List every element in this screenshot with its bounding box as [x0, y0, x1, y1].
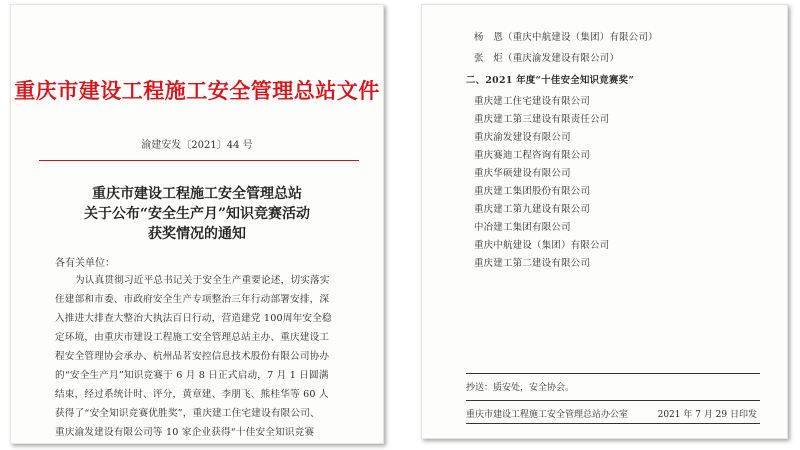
company-item: 重庆建工第三建设有限责任公司: [474, 114, 610, 125]
document-number: 渝建安发〔2021〕44 号: [141, 140, 253, 151]
winner-line: 杨 恩（重庆中航建设（集团）有限公司）: [474, 32, 658, 43]
company-item: 重庆赛迪工程咨询有限公司: [474, 150, 591, 161]
greeting: 各有关单位：: [55, 258, 115, 269]
company-item: 重庆建工住宅建设有限公司: [474, 96, 591, 107]
heading-line-2: 关于公布“安全生产月”知识竞赛活动: [83, 206, 311, 222]
footer-divider-middle: [466, 400, 760, 401]
cc-note: 抄送：质安处，安全协会。: [466, 383, 575, 393]
footer-divider-top: [466, 373, 760, 374]
footer-divider-bottom: [466, 423, 760, 424]
winner-line: 张 炬（重庆渝发建设有限公司）: [474, 53, 620, 64]
company-item: 中冶建工集团有限公司: [474, 222, 571, 233]
red-divider: [39, 160, 359, 161]
paragraph-line: 入推进大排查大整治大执法百日行动，营造建党 100周年安全稳: [55, 313, 332, 324]
paragraph-line: 的“安全生产月”知识竞赛于 6 月 8 日正式启动，7 月 1 日圆满: [55, 370, 329, 381]
company-item: 重庆建工第二建设有限公司: [474, 258, 591, 269]
section-heading: 二、2021 年度“十佳安全知识竞赛奖”: [466, 75, 635, 86]
paragraph-line: 重庆渝发建设有限公司等 10 家企业获得“十佳安全知识竞赛: [55, 427, 315, 438]
heading-line-3: 获奖情况的通知: [148, 226, 246, 242]
company-item: 重庆建工第九建设有限公司: [474, 204, 591, 215]
paragraph-line: 程安全管理协会承办、杭州品茗安控信息技术股份有限公司协办: [55, 351, 330, 362]
paragraph-line: 获得了“安全知识竞赛优胜奖”，重庆建工住宅建设有限公司、: [55, 408, 320, 419]
paragraph-line: 住建部和市委、市政府安全生产专项整治三年行动部署安排，深: [55, 294, 330, 305]
print-date: 2021 年 7 月 29 日印发: [657, 410, 757, 420]
company-item: 重庆建工集团股份有限公司: [474, 186, 591, 197]
paragraph-line: 为认真贯彻习近平总书记关于安全生产重要论述，切实落实: [75, 275, 330, 286]
agency-title: 重庆市建设工程施工安全管理总站文件: [14, 79, 380, 103]
company-item: 重庆渝发建设有限公司: [474, 132, 571, 143]
heading-line-1: 重庆市建设工程施工安全管理总站: [92, 186, 302, 202]
company-item: 重庆中航建设（集团）有限公司: [474, 240, 610, 251]
paragraph-line: 定环境，由重庆市建设工程施工安全管理总站主办、重庆建设工: [55, 332, 330, 343]
issuing-office: 重庆市建设工程施工安全管理总站办公室: [466, 410, 629, 420]
left-document-page: [10, 4, 384, 444]
paragraph-line: 结束，经过系统计时、评分，黄章建、李朋飞、熊桂华等 60 人: [55, 389, 329, 400]
right-document-page: [421, 4, 788, 439]
company-item: 重庆华硕建设有限公司: [474, 168, 571, 179]
